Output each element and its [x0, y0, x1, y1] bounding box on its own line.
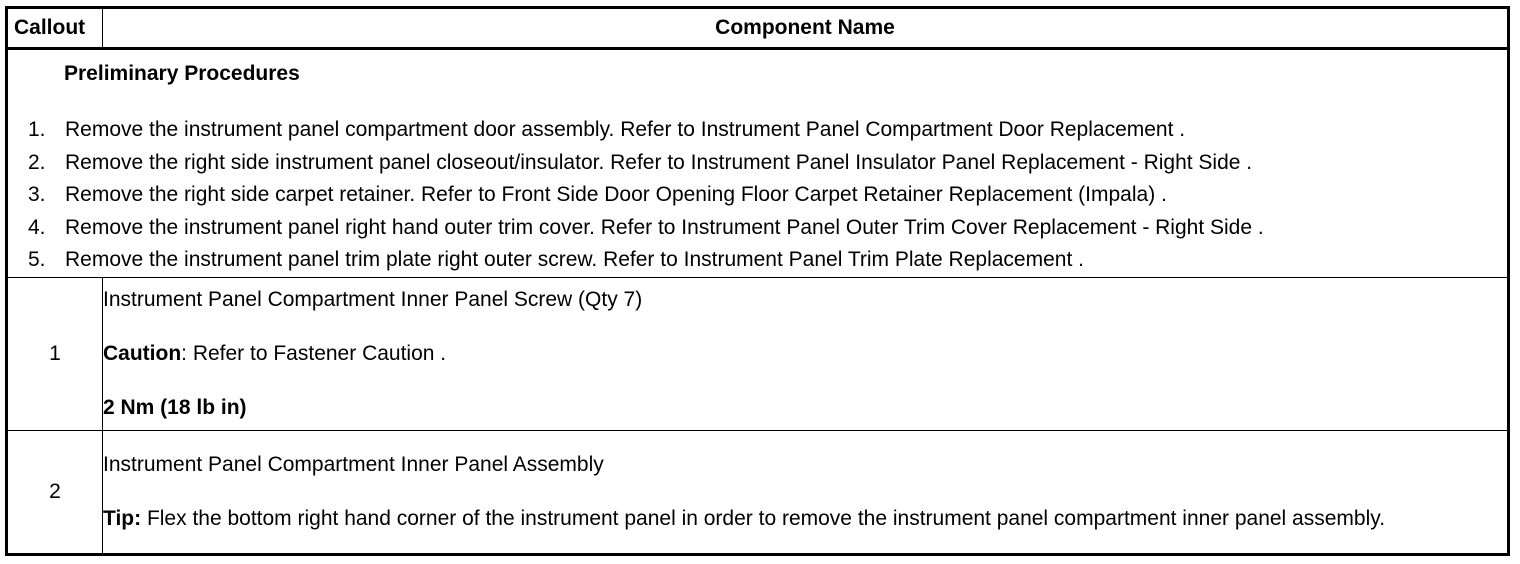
step-item — [8, 244, 1507, 277]
step-text: Remove the right side carpet retainer. Refer to Front Side Door Opening Floor Carpet Retainer Replacement (Impala) . — [65, 183, 1167, 206]
table-row — [7, 430, 1509, 554]
preliminary-title: Preliminary Procedures — [64, 62, 300, 85]
step-text: Remove the instrument panel trim plate right outer screw. Refer to Instrument Panel Trim Plate Replacement . — [65, 248, 1084, 271]
tip-label: Tip: — [103, 506, 142, 530]
preliminary-steps — [8, 114, 1507, 277]
step-text: Remove the right side instrument panel closeout/insulator. Refer to Instrument Panel Insulator Panel Replacement - Right Side . — [65, 150, 1253, 174]
tip-text: Flex the bottom right hand corner of the instrument panel in order to remove the instrument panel compartment inner panel assembly. — [141, 506, 1386, 530]
table-row — [7, 277, 1509, 430]
callout-cell: 1 — [7, 277, 103, 430]
preliminary-row — [7, 49, 1509, 278]
component-name: Instrument Panel Compartment Inner Panel Screw (Qty 7) — [103, 287, 643, 311]
step-number: 5. — [28, 248, 46, 271]
step-item — [8, 147, 1507, 180]
component-name-header: Component Name — [103, 8, 1509, 49]
component-cell — [103, 277, 1509, 430]
step-item — [8, 212, 1507, 245]
step-number: 1. — [28, 118, 46, 141]
caution-text: : Refer to Fastener Caution . — [181, 341, 447, 365]
callout-header: Callout — [7, 8, 103, 49]
component-cell — [103, 430, 1509, 554]
step-text: Remove the instrument panel compartment door assembly. Refer to Instrument Panel Compartment Door Replacement . — [65, 118, 1186, 141]
step-item — [8, 114, 1507, 147]
torque-spec: 2 Nm (18 lb in) — [103, 395, 247, 419]
step-number: 2. — [28, 150, 46, 174]
component-name: Instrument Panel Compartment Inner Panel Assembly — [103, 452, 604, 476]
step-item — [8, 179, 1507, 212]
caution-note — [103, 340, 1507, 368]
caution-label: Caution — [103, 341, 182, 365]
header-row — [7, 8, 1509, 49]
step-number: 4. — [28, 215, 46, 239]
callout-cell: 2 — [7, 430, 103, 554]
tip-note — [103, 505, 1507, 533]
step-number: 3. — [28, 183, 46, 206]
step-text: Remove the instrument panel right hand outer trim cover. Refer to Instrument Panel Outer Trim Cover Replacement - Right Side . — [65, 215, 1264, 239]
procedure-table-container — [5, 6, 1507, 557]
component-table — [5, 6, 1510, 556]
preliminary-cell — [7, 49, 1509, 278]
